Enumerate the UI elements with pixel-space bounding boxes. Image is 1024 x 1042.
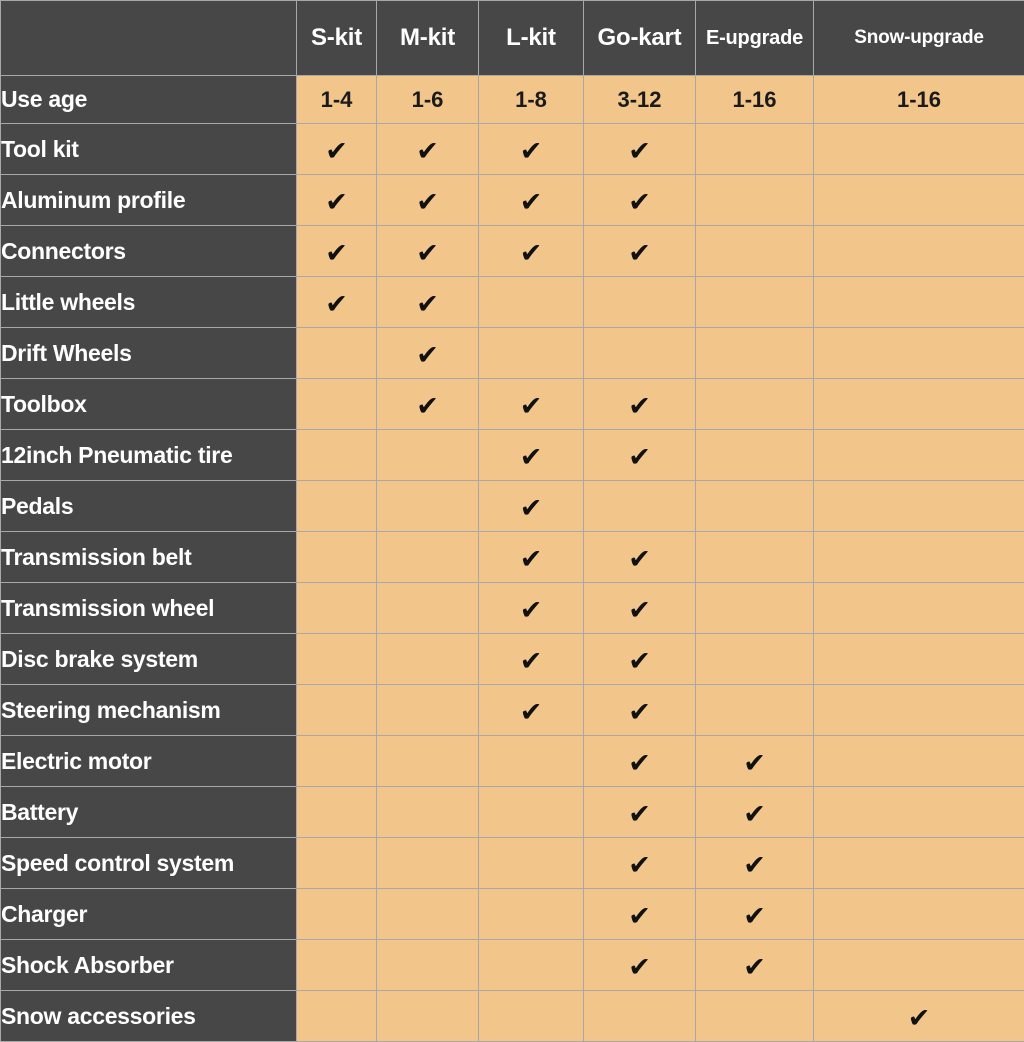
- cell-drift-wheels-l-kit: [479, 328, 584, 379]
- table-corner-cell: [1, 1, 297, 76]
- cell-connectors-m-kit: [377, 226, 479, 277]
- row-label-disc-brake-system: Disc brake system: [1, 634, 297, 685]
- table-row: [1, 991, 1024, 1042]
- cell-12inch-pneumatic-tire-e-upgrade: [696, 430, 814, 481]
- cell-snow-accessories-e-upgrade: [696, 991, 814, 1042]
- check-icon: ✔: [628, 801, 651, 828]
- check-icon: ✔: [743, 903, 766, 930]
- check-icon: ✔: [628, 444, 651, 471]
- row-label-use-age: Use age: [1, 76, 297, 124]
- cell-pedals-snow-upgrade: [814, 481, 1024, 532]
- row-label-speed-control-system: Speed control system: [1, 838, 297, 889]
- cell-steering-mechanism-e-upgrade: [696, 685, 814, 736]
- cell-battery-l-kit: [479, 787, 584, 838]
- table-row: [1, 634, 1024, 685]
- check-icon: ✔: [520, 393, 543, 420]
- cell-charger-s-kit: [297, 889, 377, 940]
- cell-little-wheels-go-kart: [584, 277, 696, 328]
- cell-transmission-belt-m-kit: [377, 532, 479, 583]
- cell-12inch-pneumatic-tire-go-kart: [584, 430, 696, 481]
- table-row: [1, 430, 1024, 481]
- row-label-toolbox: Toolbox: [1, 379, 297, 430]
- cell-battery-s-kit: [297, 787, 377, 838]
- cell-toolbox-l-kit: [479, 379, 584, 430]
- column-header-snow-upgrade: Snow-upgrade: [814, 1, 1024, 76]
- cell-charger-go-kart: [584, 889, 696, 940]
- check-icon: ✔: [743, 852, 766, 879]
- cell-steering-mechanism-l-kit: [479, 685, 584, 736]
- column-header-m-kit: M-kit: [377, 1, 479, 76]
- table-row: [1, 889, 1024, 940]
- cell-speed-control-system-go-kart: [584, 838, 696, 889]
- cell-little-wheels-m-kit: [377, 277, 479, 328]
- cell-snow-accessories-snow-upgrade: [814, 991, 1024, 1042]
- cell-pedals-s-kit: [297, 481, 377, 532]
- check-icon: ✔: [416, 138, 439, 165]
- check-icon: ✔: [416, 342, 439, 369]
- cell-charger-e-upgrade: [696, 889, 814, 940]
- cell-use-age-m-kit: 1-6: [377, 76, 479, 124]
- check-icon: ✔: [628, 852, 651, 879]
- check-icon: ✔: [628, 138, 651, 165]
- cell-steering-mechanism-m-kit: [377, 685, 479, 736]
- cell-aluminum-profile-snow-upgrade: [814, 175, 1024, 226]
- check-icon: ✔: [520, 240, 543, 267]
- check-icon: ✔: [520, 189, 543, 216]
- check-icon: ✔: [628, 954, 651, 981]
- cell-use-age-go-kart: 3-12: [584, 76, 696, 124]
- cell-connectors-snow-upgrade: [814, 226, 1024, 277]
- table-row: [1, 481, 1024, 532]
- cell-electric-motor-m-kit: [377, 736, 479, 787]
- cell-transmission-belt-s-kit: [297, 532, 377, 583]
- cell-connectors-go-kart: [584, 226, 696, 277]
- cell-steering-mechanism-s-kit: [297, 685, 377, 736]
- check-icon: ✔: [325, 138, 348, 165]
- cell-snow-accessories-go-kart: [584, 991, 696, 1042]
- check-icon: ✔: [520, 699, 543, 726]
- cell-toolbox-s-kit: [297, 379, 377, 430]
- row-label-12inch-pneumatic-tire: 12inch Pneumatic tire: [1, 430, 297, 481]
- cell-snow-accessories-s-kit: [297, 991, 377, 1042]
- check-icon: ✔: [520, 597, 543, 624]
- check-icon: ✔: [416, 393, 439, 420]
- cell-speed-control-system-l-kit: [479, 838, 584, 889]
- cell-connectors-s-kit: [297, 226, 377, 277]
- column-header-go-kart: Go-kart: [584, 1, 696, 76]
- cell-little-wheels-s-kit: [297, 277, 377, 328]
- table-row: [1, 76, 1024, 124]
- cell-use-age-e-upgrade: 1-16: [696, 76, 814, 124]
- cell-connectors-l-kit: [479, 226, 584, 277]
- cell-shock-absorber-snow-upgrade: [814, 940, 1024, 991]
- cell-little-wheels-l-kit: [479, 277, 584, 328]
- cell-pedals-m-kit: [377, 481, 479, 532]
- cell-speed-control-system-m-kit: [377, 838, 479, 889]
- cell-little-wheels-e-upgrade: [696, 277, 814, 328]
- column-header-s-kit: S-kit: [297, 1, 377, 76]
- cell-use-age-s-kit: 1-4: [297, 76, 377, 124]
- cell-12inch-pneumatic-tire-l-kit: [479, 430, 584, 481]
- column-header-l-kit: L-kit: [479, 1, 584, 76]
- check-icon: ✔: [520, 444, 543, 471]
- row-label-battery: Battery: [1, 787, 297, 838]
- cell-transmission-wheel-s-kit: [297, 583, 377, 634]
- table-row: [1, 838, 1024, 889]
- cell-electric-motor-e-upgrade: [696, 736, 814, 787]
- column-header-e-upgrade: E-upgrade: [696, 1, 814, 76]
- cell-battery-e-upgrade: [696, 787, 814, 838]
- check-icon: ✔: [908, 1005, 931, 1032]
- row-label-steering-mechanism: Steering mechanism: [1, 685, 297, 736]
- cell-12inch-pneumatic-tire-s-kit: [297, 430, 377, 481]
- table-row: [1, 277, 1024, 328]
- row-label-little-wheels: Little wheels: [1, 277, 297, 328]
- check-icon: ✔: [628, 750, 651, 777]
- table-row: [1, 736, 1024, 787]
- cell-toolbox-m-kit: [377, 379, 479, 430]
- check-icon: ✔: [325, 291, 348, 318]
- check-icon: ✔: [743, 954, 766, 981]
- check-icon: ✔: [520, 546, 543, 573]
- cell-pedals-e-upgrade: [696, 481, 814, 532]
- cell-transmission-wheel-m-kit: [377, 583, 479, 634]
- check-icon: ✔: [628, 597, 651, 624]
- cell-tool-kit-s-kit: [297, 124, 377, 175]
- cell-pedals-go-kart: [584, 481, 696, 532]
- check-icon: ✔: [520, 138, 543, 165]
- cell-shock-absorber-m-kit: [377, 940, 479, 991]
- cell-transmission-belt-snow-upgrade: [814, 532, 1024, 583]
- cell-shock-absorber-go-kart: [584, 940, 696, 991]
- cell-toolbox-e-upgrade: [696, 379, 814, 430]
- check-icon: ✔: [628, 699, 651, 726]
- check-icon: ✔: [628, 189, 651, 216]
- check-icon: ✔: [628, 393, 651, 420]
- cell-connectors-e-upgrade: [696, 226, 814, 277]
- row-label-electric-motor: Electric motor: [1, 736, 297, 787]
- table-row: [1, 328, 1024, 379]
- cell-disc-brake-system-m-kit: [377, 634, 479, 685]
- cell-electric-motor-snow-upgrade: [814, 736, 1024, 787]
- check-icon: ✔: [325, 189, 348, 216]
- cell-tool-kit-e-upgrade: [696, 124, 814, 175]
- cell-transmission-belt-e-upgrade: [696, 532, 814, 583]
- check-icon: ✔: [743, 801, 766, 828]
- table-row: [1, 685, 1024, 736]
- cell-disc-brake-system-go-kart: [584, 634, 696, 685]
- cell-charger-l-kit: [479, 889, 584, 940]
- cell-charger-snow-upgrade: [814, 889, 1024, 940]
- cell-disc-brake-system-s-kit: [297, 634, 377, 685]
- check-icon: ✔: [628, 546, 651, 573]
- row-label-shock-absorber: Shock Absorber: [1, 940, 297, 991]
- row-label-transmission-belt: Transmission belt: [1, 532, 297, 583]
- cell-tool-kit-l-kit: [479, 124, 584, 175]
- table-row: [1, 940, 1024, 991]
- row-label-connectors: Connectors: [1, 226, 297, 277]
- table-header: [1, 1, 1024, 76]
- cell-transmission-wheel-go-kart: [584, 583, 696, 634]
- check-icon: ✔: [325, 240, 348, 267]
- row-label-aluminum-profile: Aluminum profile: [1, 175, 297, 226]
- cell-use-age-l-kit: 1-8: [479, 76, 584, 124]
- cell-speed-control-system-snow-upgrade: [814, 838, 1024, 889]
- row-label-tool-kit: Tool kit: [1, 124, 297, 175]
- cell-speed-control-system-s-kit: [297, 838, 377, 889]
- row-label-pedals: Pedals: [1, 481, 297, 532]
- check-icon: ✔: [743, 750, 766, 777]
- cell-charger-m-kit: [377, 889, 479, 940]
- cell-disc-brake-system-e-upgrade: [696, 634, 814, 685]
- row-label-snow-accessories: Snow accessories: [1, 991, 297, 1042]
- check-icon: ✔: [628, 648, 651, 675]
- cell-transmission-belt-l-kit: [479, 532, 584, 583]
- check-icon: ✔: [416, 291, 439, 318]
- cell-steering-mechanism-go-kart: [584, 685, 696, 736]
- table-row: [1, 583, 1024, 634]
- cell-speed-control-system-e-upgrade: [696, 838, 814, 889]
- table-row: [1, 532, 1024, 583]
- cell-aluminum-profile-m-kit: [377, 175, 479, 226]
- cell-battery-go-kart: [584, 787, 696, 838]
- cell-disc-brake-system-snow-upgrade: [814, 634, 1024, 685]
- cell-toolbox-snow-upgrade: [814, 379, 1024, 430]
- cell-aluminum-profile-l-kit: [479, 175, 584, 226]
- table-header-row: [1, 1, 1024, 76]
- cell-little-wheels-snow-upgrade: [814, 277, 1024, 328]
- table-row: [1, 124, 1024, 175]
- cell-shock-absorber-s-kit: [297, 940, 377, 991]
- cell-snow-accessories-l-kit: [479, 991, 584, 1042]
- cell-drift-wheels-go-kart: [584, 328, 696, 379]
- cell-shock-absorber-l-kit: [479, 940, 584, 991]
- check-icon: ✔: [628, 903, 651, 930]
- cell-pedals-l-kit: [479, 481, 584, 532]
- cell-transmission-wheel-l-kit: [479, 583, 584, 634]
- row-label-transmission-wheel: Transmission wheel: [1, 583, 297, 634]
- check-icon: ✔: [416, 189, 439, 216]
- cell-toolbox-go-kart: [584, 379, 696, 430]
- cell-transmission-wheel-e-upgrade: [696, 583, 814, 634]
- cell-drift-wheels-m-kit: [377, 328, 479, 379]
- table-row: [1, 226, 1024, 277]
- cell-transmission-belt-go-kart: [584, 532, 696, 583]
- cell-drift-wheels-snow-upgrade: [814, 328, 1024, 379]
- cell-shock-absorber-e-upgrade: [696, 940, 814, 991]
- cell-battery-snow-upgrade: [814, 787, 1024, 838]
- cell-battery-m-kit: [377, 787, 479, 838]
- table-row: [1, 175, 1024, 226]
- cell-disc-brake-system-l-kit: [479, 634, 584, 685]
- cell-aluminum-profile-s-kit: [297, 175, 377, 226]
- cell-aluminum-profile-go-kart: [584, 175, 696, 226]
- check-icon: ✔: [628, 240, 651, 267]
- cell-use-age-snow-upgrade: 1-16: [814, 76, 1024, 124]
- cell-drift-wheels-e-upgrade: [696, 328, 814, 379]
- cell-tool-kit-go-kart: [584, 124, 696, 175]
- check-icon: ✔: [520, 495, 543, 522]
- cell-snow-accessories-m-kit: [377, 991, 479, 1042]
- row-label-drift-wheels: Drift Wheels: [1, 328, 297, 379]
- cell-electric-motor-s-kit: [297, 736, 377, 787]
- table-body: [1, 76, 1024, 1042]
- cell-electric-motor-go-kart: [584, 736, 696, 787]
- check-icon: ✔: [416, 240, 439, 267]
- check-icon: ✔: [520, 648, 543, 675]
- table-row: [1, 787, 1024, 838]
- cell-electric-motor-l-kit: [479, 736, 584, 787]
- cell-12inch-pneumatic-tire-m-kit: [377, 430, 479, 481]
- cell-aluminum-profile-e-upgrade: [696, 175, 814, 226]
- cell-drift-wheels-s-kit: [297, 328, 377, 379]
- cell-tool-kit-snow-upgrade: [814, 124, 1024, 175]
- table-row: [1, 379, 1024, 430]
- cell-12inch-pneumatic-tire-snow-upgrade: [814, 430, 1024, 481]
- row-label-charger: Charger: [1, 889, 297, 940]
- cell-transmission-wheel-snow-upgrade: [814, 583, 1024, 634]
- cell-tool-kit-m-kit: [377, 124, 479, 175]
- cell-steering-mechanism-snow-upgrade: [814, 685, 1024, 736]
